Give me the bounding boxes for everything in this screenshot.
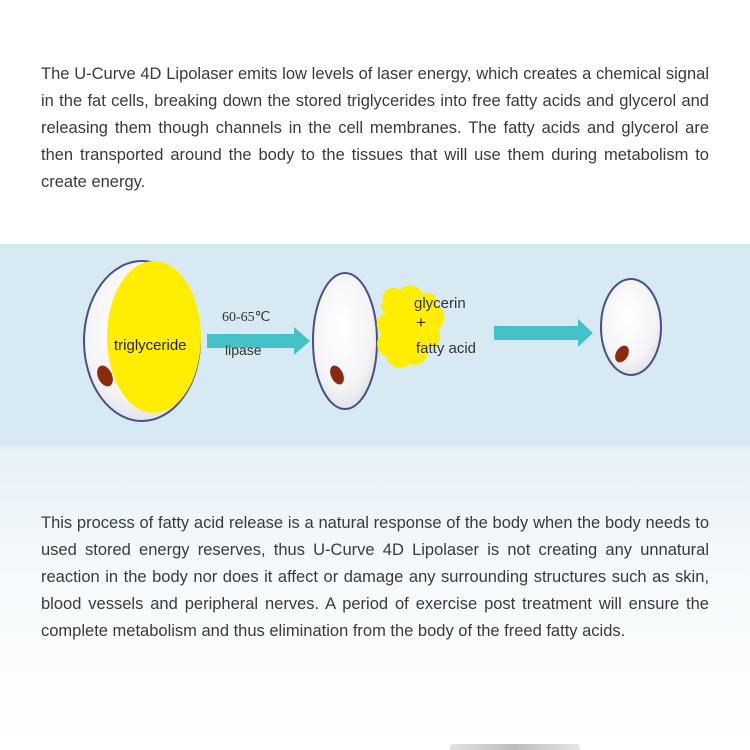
intro-paragraph: The U-Curve 4D Lipolaser emits low levels of laser energy, which creates a chemical signal in the fat cells, breaking down the stored triglycerides into free fatty acids and glycerol and releasing them though channels in the cell membranes. The fatty acids and glycerol are then transported around the body to the tissues that will use them during metabolism to create energy. (41, 65, 709, 191)
glycerin-label: glycerin (414, 295, 466, 312)
plus-label: + (416, 313, 426, 332)
lipase-arrow (207, 310, 310, 358)
release-arrow (494, 319, 593, 347)
outro-paragraph: This process of fatty acid release is a natural response of the body when the body needs to used stored energy reserves, thus U-Curve 4D Lipolaser is not creating any unnatural reaction in the body nor does it affect or damage any surrounding structures such as skin, blood vessels and peripheral nerves. A period of exercise post treatment will ensure the complete metabolism and thus elimination from the body of the freed fatty acids. (41, 514, 709, 640)
product-image-edge (450, 744, 580, 750)
fat-cell-releasing (313, 273, 476, 409)
triglyceride-label: triglyceride (114, 337, 187, 354)
fat-cell-depleted (601, 279, 661, 375)
fatty-acid-label: fatty acid (416, 340, 477, 357)
lipolysis-diagram (0, 244, 750, 446)
fat-cell-full (84, 261, 201, 421)
lipase-label: lipase (225, 342, 262, 358)
temperature-label: 60-65℃ (222, 310, 271, 325)
